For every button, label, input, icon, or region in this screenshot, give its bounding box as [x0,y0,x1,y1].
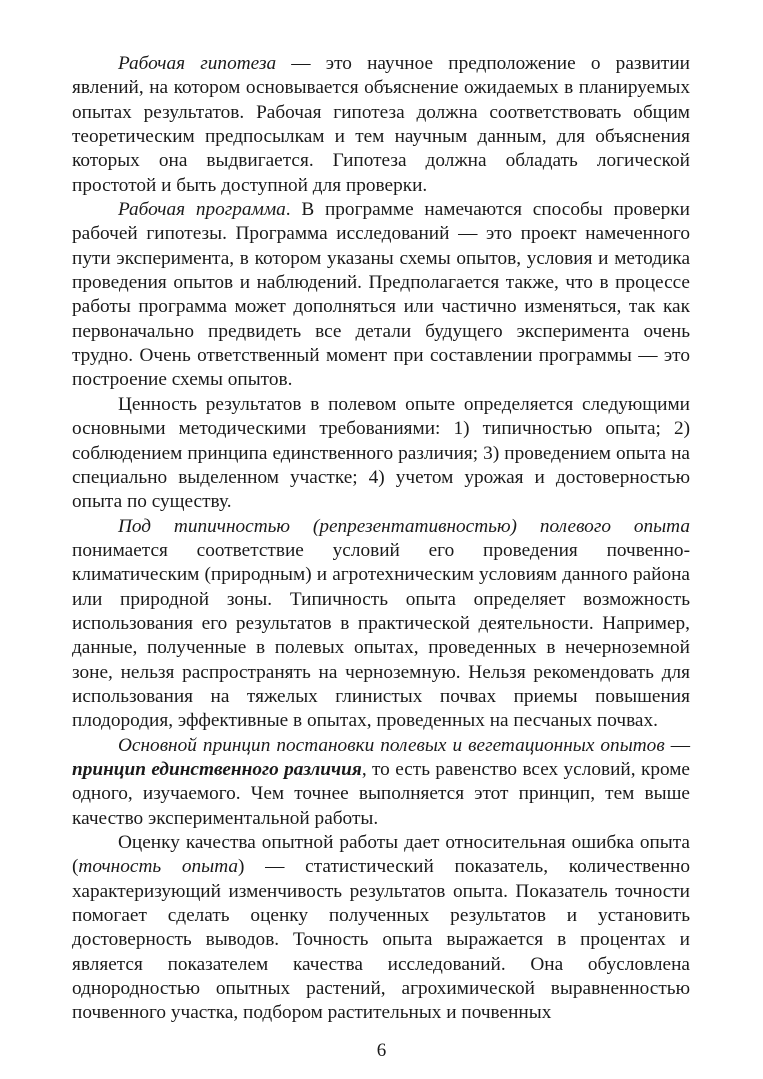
paragraph-text: , то есть равенство всех условий, кроме одного, изучаемого. Чем точнее выполняется этот принцип, тем выше качество экспериментальной работы. [72,758,690,829]
document-page [72,52,690,1026]
term-main-principle: Основной принцип постановки полевых и вегетационных опытов [118,734,665,756]
term-accuracy: точность опыта [78,856,239,878]
term-working-hypothesis: Рабочая гипотеза [118,53,277,74]
paragraph-text: . В программе намечаются способы проверки рабочей гипотезы. Программа исследований — это проект намеченного пути эксперимента, в котором указаны схемы опытов, условия и методика проведения опытов и наблюдений. Предполагается также, что в процессе работы программа может дополняться или частично изменяться, так как первоначально предвидеть все детали будущего эксперимента очень трудно. Очень ответственный момент при составлении программы — это построение схемы опытов. [72,199,690,391]
paragraph-text: ) — статистический показатель, количественно характеризующий изменчивость результатов опыта. Показатель точности помогает сделать оценку полученных результатов и установить достоверность выводов. Точность опыта выражается в процентах и является показателем качества исследований. Она обусловлена однородностью опытных растений, агрохимической выравненностью почвенного участка, подбором растительных и почвенных [72,856,690,1024]
paragraph-typicality [72,515,690,734]
term-single-difference-principle: принцип единственного различия [72,758,362,780]
paragraph-working-hypothesis [72,52,690,198]
paragraph-text: — это научное предположение о развитии явлений, на котором основывается объяснение ожидаемых в планируемых опытах результатов. Рабочая гипотеза должна соответствовать общим теоретическим предпосылкам и тем научным данным, для объяснения которых она выдвигается. Гипотеза должна обладать логической простотой и быть доступной для проверки. [72,53,690,196]
paragraph-main-principle [72,734,690,831]
page-number: 6 [376,1040,387,1061]
paragraph-accuracy [72,831,690,1026]
paragraph-text: понимается соответствие условий его проведения почвенно-климатическим (природным) и агротехническим условиям данного района или природной зоны. Типичность опыта определяет возможность использования его результатов в практической деятельности. Например, данные, полученные в полевых опытах, проведенных в нечерноземной зоне, нельзя распространять на черноземную. Нельзя рекомендовать для использования на тяжелых глинистых почвах приемы повышения плодородия, эффективные в опытах, проведенных на песчаных почвах. [72,539,690,732]
term-working-program: Рабочая программа [118,199,286,221]
paragraph-text-pre: Оценку качества опытной работы дает относительная ошибка опыта ( [72,832,690,878]
paragraph-text: Ценность результатов в полевом опыте определяется следующими основными методическими требованиями: 1) типичностью опыта; 2) соблюдением принципа единственного различия; 3) проведением опыта на специально выделенном участке; 4) учетом урожая и достоверностью опыта по существу. [72,393,690,513]
dash-separator: — [664,734,690,756]
paragraph-working-program [72,198,690,393]
paragraph-value-of-results [72,393,690,515]
term-typicality: Под типичностью (репрезентативностью) полевого опыта [118,515,690,537]
